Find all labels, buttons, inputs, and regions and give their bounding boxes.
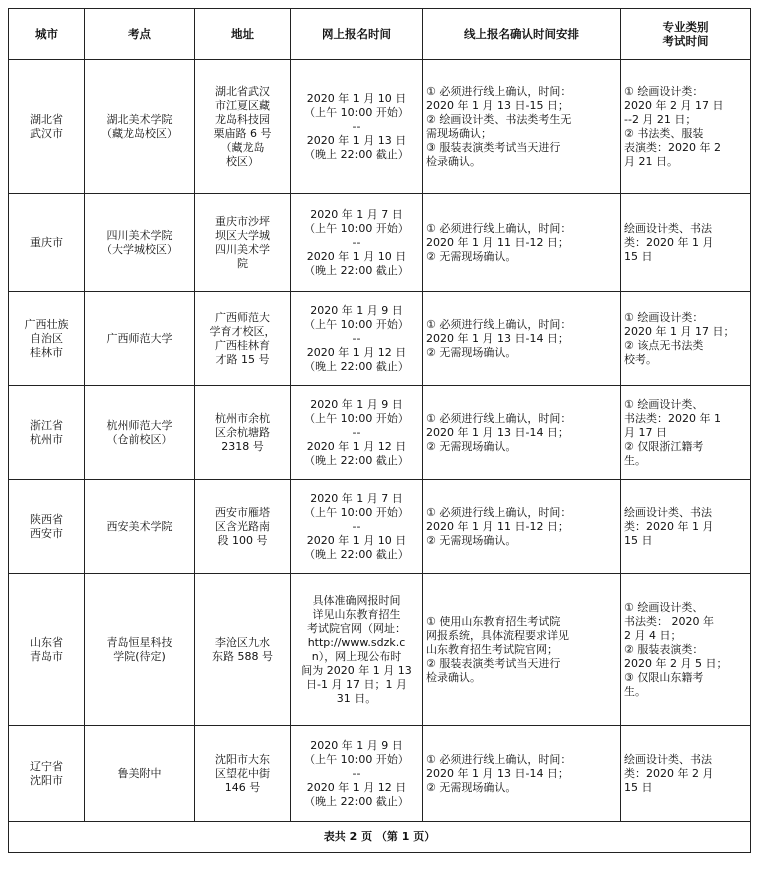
exam-time-cell-line: 校考。 <box>624 352 657 366</box>
address-cell-line: 四川美术学 <box>215 242 270 256</box>
exam-time-cell-line: 生。 <box>624 453 646 467</box>
address-cell-line: 区望花中街 <box>215 766 270 780</box>
address-cell-line: 2318 号 <box>221 439 264 453</box>
exam-time-cell-line: 书法类： 2020 年 <box>624 614 714 628</box>
site-cell-line: 杭州师范大学 <box>106 418 173 432</box>
city-cell-line: 青岛市 <box>30 649 63 663</box>
header-exam-time-line: 专业类别 <box>662 20 709 34</box>
site-cell-line: 西安美术学院 <box>106 519 173 533</box>
confirm-cell-line: ② 无需现场确认。 <box>426 533 517 547</box>
exam-time-cell-line: 2020 年 2 月 5 日； <box>624 656 728 670</box>
confirm-cell-line: ① 必须进行线上确认，时间： <box>426 505 572 519</box>
site-cell-line: 青岛恒星科技 <box>106 635 173 649</box>
online-time-cell-line: -- <box>352 235 361 249</box>
exam-time-cell-line: ③ 仅限山东籍考 <box>624 670 704 684</box>
address-cell-line: 校区） <box>226 154 259 168</box>
online-time-cell-line: 2020 年 1 月 12 日 <box>306 439 407 453</box>
site-cell <box>85 574 195 726</box>
online-time-cell-line: 2020 年 1 月 10 日 <box>306 533 407 547</box>
online-time-cell <box>291 386 423 480</box>
online-time-cell-line: 具体准确网报时间 <box>312 593 401 607</box>
exam-time-cell-line: 2020 年 2 月 17 日 <box>624 98 724 112</box>
address-cell-line: 市江夏区藏 <box>215 98 270 112</box>
site-cell-line: 湖北美术学院 <box>106 112 173 126</box>
exam-time-cell-line: 绘画设计类、书法 <box>624 221 712 235</box>
site-cell-line: （藏龙岛校区） <box>101 126 178 140</box>
site-cell-line: （仓前校区） <box>106 432 173 446</box>
exam-time-cell-line: 类：2020 年 1 月 <box>624 519 714 533</box>
exam-time-cell-line: ① 绘画设计类： <box>624 310 704 324</box>
table-row <box>9 60 751 194</box>
exam-time-cell-line: 类：2020 年 1 月 <box>624 235 714 249</box>
exam-time-cell-line: ② 书法类、服装 <box>624 126 704 140</box>
online-time-cell-line: 2020 年 1 月 12 日 <box>306 345 407 359</box>
confirm-cell-line: ② 无需现场确认。 <box>426 249 517 263</box>
confirm-cell-line: ② 无需现场确认。 <box>426 780 517 794</box>
online-time-cell-line: （上午 10:00 开始） <box>304 411 409 425</box>
city-cell-line: 广西壮族 <box>24 317 69 331</box>
city-cell <box>9 386 85 480</box>
confirm-cell-line: ② 绘画设计类、书法类考生无 <box>426 112 572 126</box>
online-time-cell <box>291 194 423 292</box>
online-time-cell <box>291 60 423 194</box>
online-time-cell-line: （晚上 22:00 截止） <box>304 453 409 467</box>
confirm-cell-line: ② 无需现场确认。 <box>426 439 517 453</box>
address-cell-line: 东路 588 号 <box>212 649 273 663</box>
exam-time-cell-line: ② 仅限浙江籍考 <box>624 439 704 453</box>
exam-time-cell-line: 15 日 <box>624 533 653 547</box>
exam-time-cell-line: 15 日 <box>624 249 653 263</box>
address-cell-line: （藏龙岛 <box>220 140 265 154</box>
address-cell-line: 龙岛科技园 <box>215 112 270 126</box>
confirm-cell <box>423 574 621 726</box>
confirm-cell <box>423 480 621 574</box>
confirm-cell-line: ② 无需现场确认。 <box>426 345 517 359</box>
address-cell-line: 院 <box>237 256 248 270</box>
city-cell-line: 湖北省 <box>30 112 63 126</box>
confirm-cell-line: 2020 年 1 月 11 日-12 日； <box>426 235 569 249</box>
address-cell-line: 区含光路南 <box>215 519 270 533</box>
address-cell <box>195 480 291 574</box>
confirm-cell <box>423 726 621 822</box>
exam-time-cell-line: ② 服装表演类： <box>624 642 704 656</box>
exam-time-cell-line: 月 17 日 <box>624 425 667 439</box>
online-time-cell <box>291 480 423 574</box>
city-cell-line: 重庆市 <box>30 235 63 249</box>
online-time-cell-line: 2020 年 1 月 10 日 <box>306 249 407 263</box>
online-time-cell-line: 详见山东教育招生 <box>312 607 401 621</box>
online-time-cell-line: （晚上 22:00 截止） <box>304 547 409 561</box>
header-exam-time <box>621 9 751 60</box>
address-cell-line: 栗庙路 6 号 <box>213 126 272 140</box>
online-time-cell-line: 2020 年 1 月 9 日 <box>310 738 403 752</box>
online-time-cell-line: 考试院官网（网址： <box>307 621 406 635</box>
online-time-cell <box>291 726 423 822</box>
online-time-cell-line: n），网上现公布时 <box>311 649 402 663</box>
schedule-document <box>8 8 751 853</box>
header-row <box>9 9 751 60</box>
address-cell <box>195 726 291 822</box>
city-cell <box>9 292 85 386</box>
online-time-cell-line: （晚上 22:00 截止） <box>304 147 409 161</box>
confirm-cell-line: ① 必须进行线上确认，时间： <box>426 84 572 98</box>
exam-time-cell <box>621 292 751 386</box>
exam-time-cell-line: 2020 年 1 月 17 日； <box>624 324 735 338</box>
table-row <box>9 726 751 822</box>
address-cell <box>195 386 291 480</box>
online-time-cell-line: -- <box>352 331 361 345</box>
exam-schedule-table <box>8 8 751 853</box>
confirm-cell-line: 需现场确认； <box>426 126 492 140</box>
city-cell-line: 武汉市 <box>30 126 63 140</box>
online-time-cell-line: （上午 10:00 开始） <box>304 317 409 331</box>
exam-time-cell-line: --2 月 21 日； <box>624 112 697 126</box>
exam-time-cell-line: 类：2020 年 2 月 <box>624 766 714 780</box>
online-time-cell <box>291 574 423 726</box>
confirm-cell-line: 检录确认。 <box>426 154 481 168</box>
table-row <box>9 480 751 574</box>
site-cell <box>85 726 195 822</box>
exam-time-cell <box>621 574 751 726</box>
address-cell-line: 沈阳市大东 <box>215 752 270 766</box>
exam-time-cell <box>621 726 751 822</box>
site-cell <box>85 292 195 386</box>
address-cell <box>195 60 291 194</box>
address-cell <box>195 292 291 386</box>
exam-time-cell-line: 2 月 4 日； <box>624 628 682 642</box>
address-cell-line: 湖北省武汉 <box>215 84 270 98</box>
site-cell-line: 四川美术学院 <box>106 228 173 242</box>
exam-time-cell <box>621 194 751 292</box>
exam-time-cell-line: 绘画设计类、书法 <box>624 752 712 766</box>
online-time-cell-line: （晚上 22:00 截止） <box>304 794 409 808</box>
city-cell <box>9 60 85 194</box>
address-cell-line: 广西师范大 <box>215 310 270 324</box>
confirm-cell-line: ① 必须进行线上确认，时间： <box>426 752 572 766</box>
site-cell <box>85 194 195 292</box>
city-cell-line: 西安市 <box>30 526 63 540</box>
online-time-cell-line: （晚上 22:00 截止） <box>304 359 409 373</box>
city-cell <box>9 480 85 574</box>
online-time-cell-line: 2020 年 1 月 9 日 <box>310 303 403 317</box>
confirm-cell <box>423 60 621 194</box>
online-time-cell-line: 间为 2020 年 1 月 13 <box>301 663 412 677</box>
address-cell-line: 146 号 <box>224 780 261 794</box>
city-cell-line: 浙江省 <box>30 418 63 432</box>
header-city: 城市 <box>9 9 85 60</box>
header-address: 地址 <box>195 9 291 60</box>
exam-time-cell-line: ① 绘画设计类、 <box>624 397 704 411</box>
exam-time-cell-line: ① 绘画设计类、 <box>624 600 704 614</box>
table-row <box>9 386 751 480</box>
city-cell-line: 自治区 <box>30 331 63 345</box>
table-row <box>9 194 751 292</box>
address-cell-line: 区余杭塘路 <box>215 425 270 439</box>
confirm-cell-line: ① 必须进行线上确认，时间： <box>426 317 572 331</box>
online-time-cell-line: -- <box>352 766 361 780</box>
confirm-cell <box>423 292 621 386</box>
online-time-cell-line: 2020 年 1 月 10 日 <box>306 91 407 105</box>
confirm-cell-line: ③ 服装表演类考试当天进行 <box>426 140 561 154</box>
confirm-cell-line: 2020 年 1 月 13 日-15 日； <box>426 98 569 112</box>
exam-time-cell <box>621 386 751 480</box>
header-site: 考点 <box>85 9 195 60</box>
site-cell-line: （大学城校区） <box>101 242 178 256</box>
confirm-cell-line: 2020 年 1 月 11 日-12 日； <box>426 519 569 533</box>
online-time-cell-line: 2020 年 1 月 7 日 <box>310 207 403 221</box>
online-time-cell-line: -- <box>352 425 361 439</box>
confirm-cell-line: ① 使用山东教育招生考试院 <box>426 614 561 628</box>
site-cell-line: 鲁美附中 <box>117 766 162 780</box>
confirm-cell-line: ① 必须进行线上确认，时间： <box>426 411 572 425</box>
address-cell-line: 广西桂林育 <box>215 338 270 352</box>
confirm-cell-line: 网报系统，具体流程要求详见 <box>426 628 569 642</box>
confirm-cell-line: ① 必须进行线上确认，时间： <box>426 221 572 235</box>
exam-time-cell-line: 生。 <box>624 684 646 698</box>
exam-time-cell-line: 月 21 日。 <box>624 154 678 168</box>
online-time-cell-line: 31 日。 <box>336 691 377 705</box>
table-row <box>9 574 751 726</box>
online-time-cell-line: 2020 年 1 月 7 日 <box>310 491 403 505</box>
exam-time-cell-line: ① 绘画设计类： <box>624 84 704 98</box>
online-time-cell-line: （上午 10:00 开始） <box>304 505 409 519</box>
online-time-cell-line: 2020 年 1 月 12 日 <box>306 780 407 794</box>
site-cell <box>85 60 195 194</box>
header-confirm: 线上报名确认时间安排 <box>423 9 621 60</box>
address-cell-line: 段 100 号 <box>217 533 268 547</box>
address-cell-line: 坝区大学城 <box>215 228 270 242</box>
confirm-cell-line: 2020 年 1 月 13 日-14 日； <box>426 425 569 439</box>
confirm-cell-line: ② 服装表演类考试当天进行 <box>426 656 561 670</box>
city-cell <box>9 194 85 292</box>
exam-time-cell-line: 书法类：2020 年 1 <box>624 411 721 425</box>
site-cell-line: 广西师范大学 <box>106 331 173 345</box>
confirm-cell-line: 2020 年 1 月 13 日-14 日； <box>426 766 569 780</box>
address-cell-line: 才路 15 号 <box>215 352 270 366</box>
exam-time-cell-line: 表演类：2020 年 2 <box>624 140 721 154</box>
online-time-cell-line: （上午 10:00 开始） <box>304 221 409 235</box>
confirm-cell-line: 检录确认。 <box>426 670 481 684</box>
city-cell <box>9 574 85 726</box>
online-time-cell <box>291 292 423 386</box>
confirm-cell <box>423 194 621 292</box>
city-cell-line: 辽宁省 <box>30 759 63 773</box>
city-cell <box>9 726 85 822</box>
address-cell-line: 杭州市余杭 <box>215 411 270 425</box>
footer-row <box>9 822 751 853</box>
address-cell-line: 李沧区九水 <box>215 635 270 649</box>
city-cell-line: 杭州市 <box>30 432 63 446</box>
exam-time-cell-line: 绘画设计类、书法 <box>624 505 712 519</box>
address-cell <box>195 574 291 726</box>
exam-time-cell <box>621 60 751 194</box>
address-cell-line: 西安市雁塔 <box>215 505 270 519</box>
exam-time-cell-line: 15 日 <box>624 780 653 794</box>
header-online-time: 网上报名时间 <box>291 9 423 60</box>
online-time-cell-line: （上午 10:00 开始） <box>304 105 409 119</box>
online-time-cell-line: -- <box>352 119 361 133</box>
exam-time-cell <box>621 480 751 574</box>
online-time-cell-line: 2020 年 1 月 13 日 <box>306 133 407 147</box>
address-cell <box>195 194 291 292</box>
online-time-cell-line: （上午 10:00 开始） <box>304 752 409 766</box>
confirm-cell-line: 山东教育招生考试院官网； <box>426 642 558 656</box>
city-cell-line: 陕西省 <box>30 512 63 526</box>
address-cell-line: 学育才校区， <box>209 324 276 338</box>
confirm-cell-line: 2020 年 1 月 13 日-14 日； <box>426 331 569 345</box>
exam-time-cell-line: ② 该点无书法类 <box>624 338 704 352</box>
table-row <box>9 292 751 386</box>
header-exam-time-line: 考试时间 <box>662 34 709 48</box>
online-time-cell-line: 日-1 月 17 日；1 月 <box>306 677 407 691</box>
city-cell-line: 桂林市 <box>30 345 63 359</box>
city-cell-line: 沈阳市 <box>30 773 63 787</box>
online-time-cell-line: -- <box>352 519 361 533</box>
online-time-cell-line: 2020 年 1 月 9 日 <box>310 397 403 411</box>
city-cell-line: 山东省 <box>30 635 63 649</box>
confirm-cell <box>423 386 621 480</box>
site-cell-line: 学院(待定) <box>113 649 166 663</box>
site-cell <box>85 386 195 480</box>
online-time-cell-line: （晚上 22:00 截止） <box>304 263 409 277</box>
site-cell <box>85 480 195 574</box>
page-footer: 表共 2 页 （第 1 页） <box>9 822 751 853</box>
online-time-cell-line: http://www.sdzk.c <box>307 635 406 649</box>
address-cell-line: 重庆市沙坪 <box>215 214 270 228</box>
